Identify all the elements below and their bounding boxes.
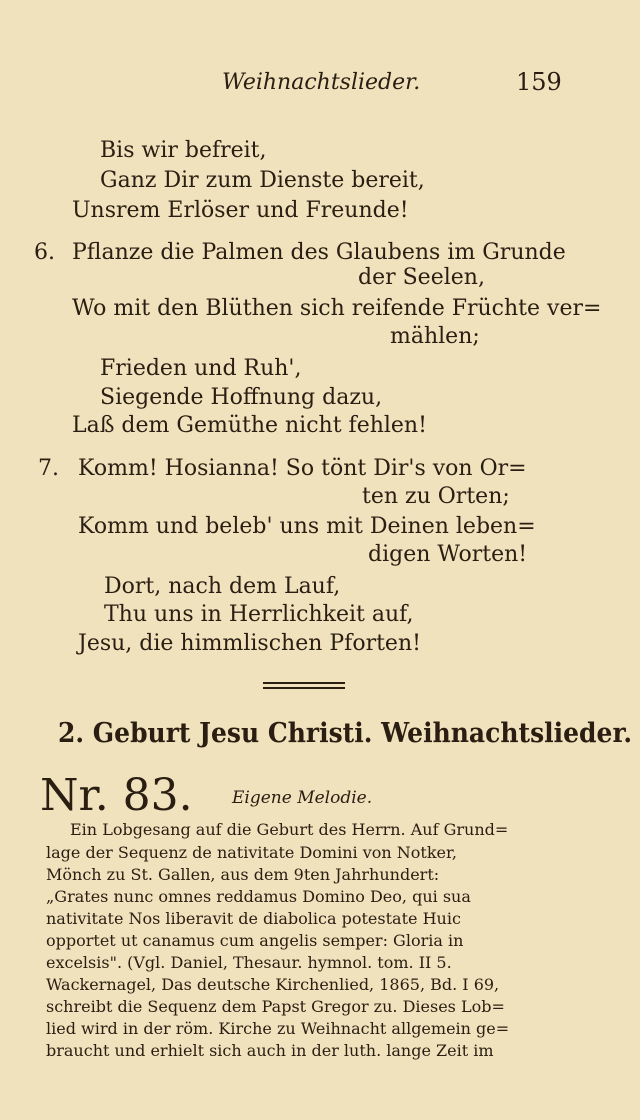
separator-rule	[263, 682, 345, 684]
prose-line: „Grates nunc omnes reddamus Domino Deo, qui sua	[46, 887, 471, 906]
verse-line: Bis wir befreit,	[100, 138, 267, 163]
prose-line: nativitate Nos liberavit de diabolica potestate Huic	[46, 909, 461, 928]
verse-line: Wo mit den Blüthen sich reifende Früchte ver=	[72, 296, 602, 321]
verse-line: Komm und beleb' uns mit Deinen leben=	[78, 514, 536, 539]
running-title: Weihnachtslieder.	[222, 70, 421, 95]
verse-line: Laß dem Gemüthe nicht fehlen!	[72, 413, 427, 438]
prose-line: braucht und erhielt sich auch in der luth. lange Zeit im	[46, 1041, 494, 1060]
verse-line: der Seelen,	[358, 265, 485, 290]
verse-line: Pflanze die Palmen des Glaubens im Grunde	[72, 240, 566, 265]
prose-line: Wackernagel, Das deutsche Kirchenlied, 1865, Bd. I 69,	[46, 975, 500, 994]
verse-line: Unsrem Erlöser und Freunde!	[72, 198, 409, 223]
prose-line: schreibt die Sequenz dem Papst Gregor zu. Dieses Lob=	[46, 997, 505, 1016]
verse-line: Siegende Hoffnung dazu,	[100, 385, 383, 410]
verse-line: Komm! Hosianna! So tönt Dir's von Or=	[78, 456, 527, 481]
stanza-number: 6.	[34, 240, 55, 265]
prose-line: Mönch zu St. Gallen, aus dem 9ten Jahrhundert:	[46, 865, 440, 884]
melody-note: Eigene Melodie.	[232, 788, 373, 808]
stanza-number: 7.	[38, 456, 59, 481]
verse-line: Thu uns in Herrlichkeit auf,	[104, 602, 414, 627]
verse-line: Frieden und Ruh',	[100, 356, 302, 381]
verse-line: Jesu, die himmlischen Pforten!	[78, 631, 421, 656]
prose-line: Ein Lobgesang auf die Geburt des Herrn. Auf Grund=	[70, 820, 509, 839]
prose-line: lage der Sequenz de nativitate Domini von Notker,	[46, 843, 457, 862]
prose-line: excelsis". (Vgl. Daniel, Thesaur. hymnol. tom. II 5.	[46, 953, 452, 972]
prose-line: opportet ut canamus cum angelis semper: Gloria in	[46, 931, 464, 950]
hymn-number: Nr. 83.	[40, 770, 193, 821]
verse-line: mählen;	[390, 324, 480, 349]
verse-line: Ganz Dir zum Dienste bereit,	[100, 168, 425, 193]
verse-line: Dort, nach dem Lauf,	[104, 574, 341, 599]
page-number: 159	[516, 68, 562, 96]
verse-line: ten zu Orten;	[362, 484, 510, 509]
section-title: 2. Geburt Jesu Christi. Weihnachtslieder.	[58, 718, 633, 749]
prose-line: lied wird in der röm. Kirche zu Weihnacht allgemein ge=	[46, 1019, 510, 1038]
separator-rule	[263, 687, 345, 689]
verse-line: digen Worten!	[368, 542, 528, 567]
